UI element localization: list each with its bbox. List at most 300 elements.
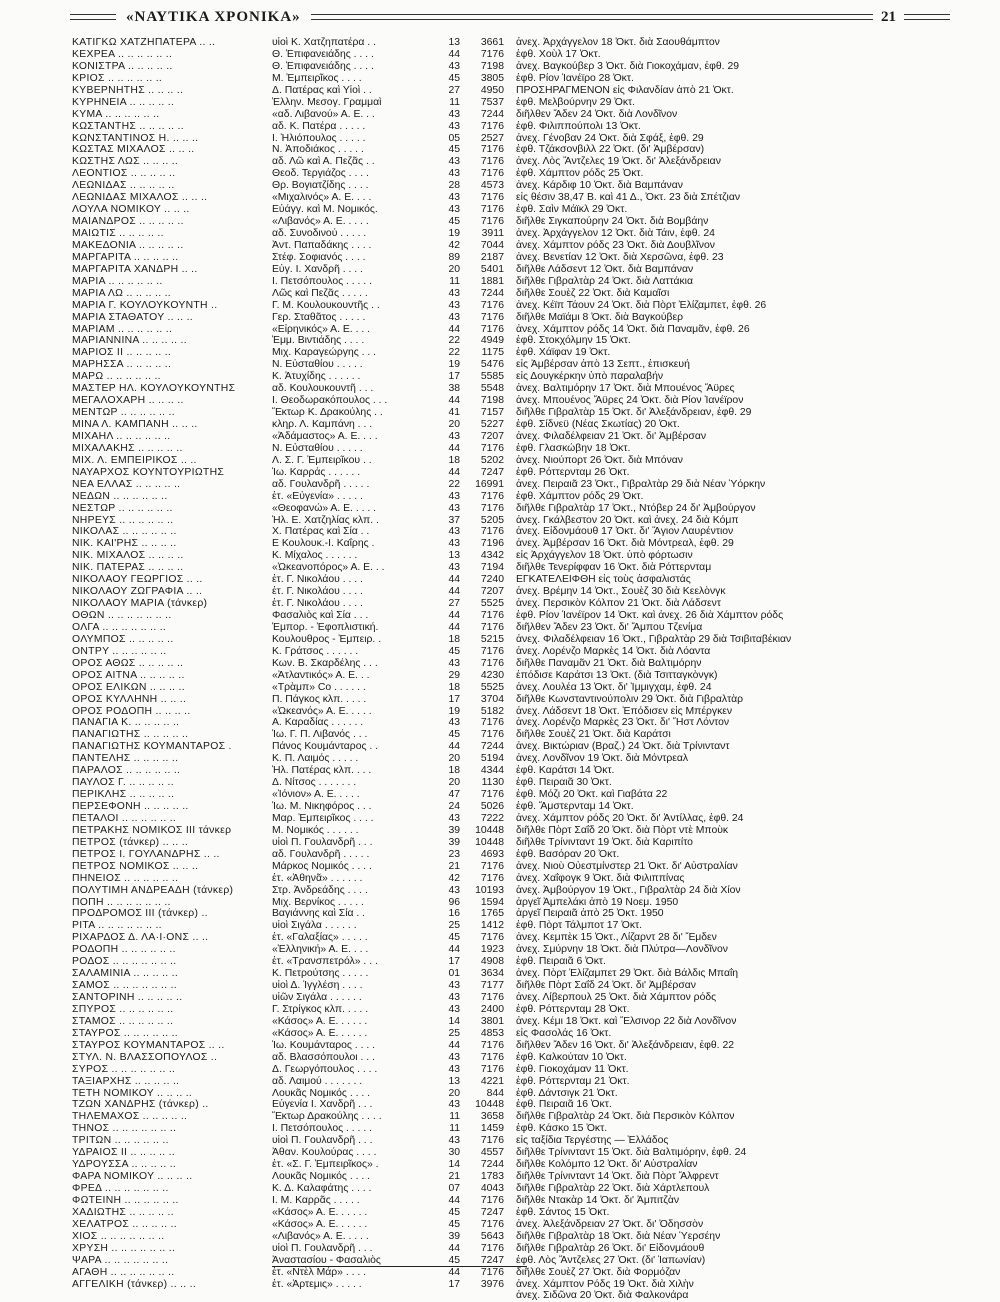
capacity: 30 [448,1147,460,1159]
table-row [72,1207,952,1219]
movement: διῆλθε Σουὲζ 21 Ὀκτ. διὰ Καράτσι [516,729,671,741]
owner: αδ. Λαιμού . . . . . . . [272,1075,363,1087]
tonnage: 7240 [480,574,504,586]
movement: ἀνεχ. Λουλέα 13 Ὀκτ. δι' Ἰμμιγχαμ, ἐφθ. 24 [516,681,712,693]
table-row [72,324,952,336]
ship-name: ΝΙΚ. ΠΑΤΕΡΑΣ .. .. .. .. [72,562,184,574]
capacity: 43 [448,120,460,132]
movement: ἀνεχ. Σμύρνην 18 Ὀκτ. διὰ Πλύτρα—Λονδῖνον [516,944,728,956]
owner: ἑτ. Γ. Νικολάου . . . . [272,586,363,598]
header-rule-end [904,14,950,20]
ship-name [72,1290,272,1302]
capacity: 44 [448,1266,460,1278]
ship-name: ΣΠΥΡΟΣ .. .. .. .. .. .. [72,1003,174,1015]
table-row [72,359,952,371]
tonnage: 7044 [480,239,504,251]
tonnage: 7244 [480,741,504,753]
tonnage: 7176 [480,1051,504,1063]
table-row [72,538,952,550]
capacity: 43 [448,299,460,311]
table-row [72,1195,952,1207]
capacity: 43 [448,502,460,514]
table-row [72,216,952,228]
ship-name: ΣΤΑΜΟΣ .. .. .. .. .. .. [72,1015,174,1027]
movement: εἰς Δουγκέρκην ὑπὸ παραλαβήν [516,371,664,383]
owner: Π. Πάγκος κλπ. . . . . [272,693,367,705]
capacity: 43 [448,490,460,502]
ship-name: ΟΡΟΣ ΚΥΛΛΗΝΗ .. .. .. [72,693,187,705]
table-row [72,729,952,741]
capacity: 45 [448,932,460,944]
owner: αδ. Συνοδινού . . . . . [272,228,367,239]
owner: «Ὠκεανός» Α. Ε. . . . . [272,705,372,717]
table-row [72,240,952,252]
movement: διῆλθε Σιγκαπούρην 24 Ὀκτ. διὰ Βομβάην [516,216,709,228]
table-row [72,479,952,491]
tonnage: 7176 [480,1194,504,1206]
capacity: 14 [448,1015,460,1027]
movement: ἀνεχ. Πὸρτ Ἐλίζαμπετ 29 Ὀκτ. διὰ Βάλδις Μπαΐη [516,968,739,980]
movement: ἀνεχ. Βικτώριαν (Βραζ.) 24 Ὀκτ. διὰ Τρίνινταντ [516,741,730,753]
movement: διῆλθε Γιβραλτὰρ 18 Ὀκτ. διὰ Νέαν Ὑερσέην [516,1230,721,1242]
ship-name: ΡΟΔΟΠΗ .. .. .. .. .. .. [72,944,176,956]
tonnage: 7176 [480,502,504,514]
table-row [72,813,952,825]
tonnage: 7176 [480,717,504,729]
ship-name: ΚΩΣΤΗΣ ΛΩΣ .. .. .. .. [72,156,179,168]
table-row [72,1231,952,1243]
ship-name: ΜΙΧΑΗΛ .. .. .. .. .. .. [72,430,171,442]
movement: ἐφθ. Τζάκσονβιλλ 22 Ὀκτ. (δι' Ἀμβέρσαν) [516,144,705,156]
tonnage: 7176 [480,120,504,132]
tonnage: 7247 [480,1254,504,1266]
tonnage: 3661 [480,37,504,48]
ship-name: ΠΑΝΑΓΙΑ Κ. .. .. .. .. .. [72,717,180,729]
capacity: 29 [448,669,460,681]
ship-name: ΚΥΜΑ .. .. .. .. .. .. [72,108,160,120]
table-row [72,61,952,73]
capacity: 42 [448,239,460,251]
ship-name: ΜΑΡΙΑ ΣΤΑΘΑΤΟΥ .. .. .. [72,311,193,323]
capacity: 19 [448,705,460,717]
table-row [72,1111,952,1123]
tonnage: 5476 [480,359,504,371]
ship-name: ΑΓΑΘΗ .. .. .. .. .. .. .. [72,1266,175,1278]
movement: ἀνεχ. Ἀρχάγγελον 18 Ὀκτ. διὰ Σαουθάμπτον [516,37,720,48]
table-row [72,1147,952,1159]
capacity: 43 [448,168,460,180]
owner: Λῶς καὶ Πεζᾶς . . . . . [272,287,368,299]
owner: αδ. Βλασσόπουλοι . . . [272,1051,375,1063]
owner: Μάρκος Νομικός . . . . [272,860,372,872]
tonnage: 3976 [480,1278,504,1290]
movement: διῆλθε Κωνσταντινούπολιν 29 Ὀκτ. διὰ Γιβραλτὰρ [516,693,744,705]
tonnage: 7207 [480,586,504,598]
capacity: 44 [448,1194,460,1206]
table-row [72,407,952,419]
capacity: 18 [448,454,460,466]
owner: Κ. Πετρούτσης . . . . . [272,968,369,980]
tonnage: 3704 [480,693,504,705]
owner: υἱοὶ Σιγάλα . . . . . . [272,920,357,932]
movement: διῆλθε Παναμᾶν 21 Ὀκτ. διὰ Βαλτιμόρην [516,657,702,669]
tonnage: 16991 [475,478,504,490]
capacity: 96 [448,896,460,908]
table-row [72,37,952,49]
tonnage: 1594 [480,896,504,908]
capacity: 44 [448,1039,460,1051]
tonnage: 7176 [480,1266,504,1278]
capacity: 43 [448,1003,460,1015]
capacity: 43 [448,526,460,538]
table-row [72,526,952,538]
tonnage: 5525 [480,681,504,693]
movement: διῆλθε Ντακὰρ 14 Ὀκτ. δι' Ἀμπιτζὰν [516,1194,680,1206]
owner: ἑτ. «Τρανσπετρόλ» . . . [272,956,378,968]
ship-name: ΠΟΠΗ .. .. .. .. .. .. .. [72,896,171,908]
capacity: 20 [448,263,460,275]
ship-name: ΜΑΡΙΑ ΛΩ .. .. .. .. .. [72,287,171,299]
owner: «Ἀτλαντικός» Α. Ε. . . [272,669,370,681]
publication-title: «ΝΑΥΤΙΚΑ ΧΡΟΝΙΚΑ» [126,8,301,25]
movement: ἀνεχ. Λάδσεντ 18 Ὀκτ. Ἐπόδισεν εἰς Μπέργκεν [516,705,733,717]
movement: ἐφθ. Ρόττερνταμ 26 Ὀκτ. [516,466,630,478]
owner: «Ἰόνιον» Α. Ε. . . . . [272,789,360,801]
ship-name: ΟΝΤΡΥ .. .. .. .. .. .. [72,645,167,657]
movement: ἀνεχ. Νιοὺ Οὐεστμίνστερ 21 Ὀκτ. δι' Αὐστραλίαν [516,860,738,872]
owner: Ἀθαν. Κουλούρας . . . . [272,1147,377,1159]
table-row [72,109,952,121]
table-row [72,1099,952,1111]
table-row [72,395,952,407]
owner: «αδ. Λιβανού» Α. Ε. . . [272,108,375,120]
owner: Κ. Π. Λαιμός . . . . . [272,753,359,765]
owner: Ἕκτωρ Δρακούλης . . . . [272,1111,382,1123]
tonnage: 5194 [480,753,504,765]
owner: Μ. Ἐμπειρῖκος . . . . [272,72,362,84]
tonnage: 7176 [480,657,504,669]
capacity: 25 [448,1027,460,1039]
tonnage: 1130 [481,777,504,789]
capacity: 39 [448,836,460,848]
ship-name: ΠΑΝΑΓΙΩΤΗΣ ΚΟΥΜΑΝΤΑΡΟΣ . [72,741,232,753]
movement: ἀνεχ. Γκάλβεστον 20 Ὀκτ. καὶ ἀνεχ. 24 διὰ Κόμπ [516,514,739,526]
owner: «Κάσος» Α. Ε. . . . . . [272,1015,368,1027]
capacity: 25 [448,920,460,932]
ship-name: ΤΖΩΝ ΧΑΝΔΡΗΣ (τάνκερ) .. [72,1099,209,1111]
movement: ἐφθ. Πειραιᾶ 6 Ὀκτ. [516,956,606,968]
header-rule-right [311,14,873,20]
capacity: 11 [449,275,460,287]
ship-name: ΛΕΩΝΙΔΑΣ ΜΙΧΑΛΟΣ .. .. .. [72,192,208,204]
movement: ἀργεῖ Πειραιᾶ ἀπὸ 25 Ὀκτ. 1950 [516,908,664,920]
ship-name: ΦΑΡΑ ΝΟΜΙΚΟΥ .. .. .. .. [72,1171,193,1183]
movement: ἐφθ. Χοὺλ 17 Ὀκτ. [516,48,601,60]
owner: Κων. Β. Σκαρδέλης . . . [272,657,378,669]
owner: «Λιβανός» Α. Ε. . . . . [272,216,369,228]
capacity: 45 [448,1206,460,1218]
capacity: 18 [448,765,460,777]
table-row [72,658,952,670]
tonnage: 4043 [480,1183,504,1194]
tonnage: 10193 [475,884,504,896]
capacity: 43 [448,287,460,299]
capacity: 43 [448,1051,460,1063]
ship-name: ΜΑΡΩ .. .. .. .. .. .. [72,371,161,383]
capacity: 44 [448,574,460,586]
owner: Δ. Νίτσος . . . . . . . [272,777,357,789]
capacity: 39 [448,824,460,836]
movement: ἐφθ. Ρόττερνταμ 21 Ὀκτ. [516,1075,630,1087]
movement: ἐφθ. Κάσκο 15 Ὀκτ. [516,1123,608,1135]
capacity: 44 [448,586,460,598]
capacity: 45 [448,1218,460,1230]
movement: διῆλθε Τενερίφφαν 16 Ὀκτ. διὰ Ρόττερνταμ [516,562,712,574]
ship-name: ΟΛΓΑ .. .. .. .. .. .. .. [72,621,167,633]
owner: «Κάσος» Α. Ε. . . . . . [272,1027,368,1039]
table-row [72,920,952,932]
ship-name: ΣΤΑΥΡΟΣ ΚΟΥΜΑΝΤΑΡΟΣ .. .. [72,1039,225,1051]
ship-name: ΝΗΡΕΥΣ .. .. .. .. .. .. [72,514,174,526]
table-row [72,968,952,980]
ship-name: ΜΕΝΤΩΡ .. .. .. .. .. .. [72,407,175,419]
table-row [72,133,952,145]
capacity: 22 [448,347,460,359]
movement: ἐφθ. Λὸς Ἄντζελες 27 Ὀκτ. (δι' Ἰαπωνίαν) [516,1254,706,1266]
table-row [72,1016,952,1028]
owner: Θεοδ. Τεργιάζος . . . . [272,168,369,180]
ship-name: ΛΟΥΛΑ ΝΟΜΙΚΟΥ .. .. .. [72,204,190,216]
capacity: 43 [448,192,460,204]
capacity: 44 [448,1242,460,1254]
capacity: 38 [448,383,460,395]
owner: Ἰω. Γ. Π. Λιβανός . . . [272,729,368,741]
movement: ἐφθ. Ρόττερνταμ 28 Ὀκτ. [516,1003,630,1015]
movement: ἀνεχ. Λὸς Ἄντζελες 19 Ὀκτ. δι' Ἀλεξάνδρειαν [516,156,721,168]
capacity: 13 [448,1075,460,1087]
owner: ἑτ. Γ. Νικολάου . . . . [272,598,363,610]
tonnage: 7194 [480,562,504,574]
movement: διῆλθε Σουὲζ 27 Ὀκτ. διὰ Φορμόζαν [516,1266,681,1278]
table-row [72,180,952,192]
tonnage: 7244 [480,108,504,120]
tonnage: 3801 [480,1015,504,1027]
movement: ἀνεχ. Φιλαδέλφειαν 16 Ὀκτ., Γιβραλτὰρ 29 διὰ Τσιβιταβέκιαν [516,633,792,645]
capacity: 44 [448,944,460,956]
tonnage: 7176 [480,1039,504,1051]
ship-name: ΣΑΝΤΟΡΙΝΗ .. .. .. .. .. [72,992,183,1003]
table-row [72,944,952,956]
tonnage: 7176 [480,1135,504,1147]
capacity [434,1290,460,1302]
capacity: 45 [448,729,460,741]
ship-name: ΠΑΝΤΕΛΗΣ .. .. .. .. .. [72,753,179,765]
table-row [72,1088,952,1100]
table-row [72,873,952,885]
movement: διῆλθε Γιβραλτὰρ 15 Ὀκτ. δι' Ἀλεξάνδρειαν, ἐφθ. 29 [516,407,752,419]
tonnage: 7176 [480,610,504,621]
movement: ἀνεχ. Κεμπὲκ 15 Ὀκτ., Λίζαρντ 28 δι' Ἔμδεν [516,932,717,944]
table-row [72,622,952,634]
tonnage: 1923 [480,944,504,956]
tonnage: 1881 [480,275,504,287]
movement: ἐφθ. Καλκούταν 10 Ὀκτ. [516,1051,627,1063]
movement: ἀνεχ. Πειραιᾶ 23 Ὀκτ., Γιβραλτὰρ 29 διὰ Νέαν Ὑόρκην [516,478,766,490]
movement: διῆλθε Πὸρτ Σαΐδ 24 Ὀκτ. δι' Ἀμβέρσαν [516,980,696,992]
capacity: 11 [449,96,460,108]
owner: Μαρ. Ἐμπειρῖκος . . . . [272,812,374,824]
tonnage: 7207 [480,430,504,442]
owner: αδ. Γουλανδρῆ . . . . . [272,848,370,860]
tonnage: 10448 [475,824,504,836]
owner: Γ. Στρίγκος κλπ. . . . . [272,1003,369,1015]
movement: ἀνεχ. Λορένζο Μαρκὲς 14 Ὀκτ. διὰ Λόαντα [516,645,711,657]
owner: υἱοὶ Π. Γουλανδρῆ . . . [272,1242,373,1254]
table-row [72,741,952,753]
tonnage: 5525 [480,598,504,610]
ship-name: ΑΓΓΕΛΙΚΗ (τάνκερ) .. .. .. [72,1278,197,1290]
table-row [72,586,952,598]
owner: Μιχ. Βερνίκος . . . . . [272,896,364,908]
owner: Θ. Ἐπιφανειάδης . . . . [272,60,374,72]
table-row [72,992,952,1004]
table-row [72,1064,952,1076]
table-row [72,156,952,168]
table-row [72,777,952,789]
movement: ἀνεχ. Σιδῶνα 20 Ὀκτ. διὰ Φαλκονάρα [516,1290,689,1302]
tonnage: 7244 [480,287,504,299]
tonnage: 7176 [480,311,504,323]
capacity: 21 [448,1171,460,1183]
owner: Ι. Πετσόπουλος . . . . . [272,1123,372,1135]
movement: ἀνεχ. Χάμπτον ρόδς 20 Ὀκτ. δι' Ἀντίλλας, ἐφθ. 24 [516,812,744,824]
movement: ἀργεῖ Ἀμπελάκι ἀπὸ 19 Νοεμ. 1950 [516,896,679,908]
tonnage: 5182 [480,705,504,717]
ship-name: ΤΗΛΕΜΑΧΟΣ .. .. .. .. .. [72,1111,188,1123]
capacity: 45 [448,1254,460,1266]
tonnage: 5227 [480,419,504,430]
owner: ἑτ. «Ἀρτεμις» . . . . . [272,1278,362,1290]
capacity: 20 [448,777,460,789]
ship-name: ΤΡΙΤΩΝ .. .. .. .. .. .. [72,1135,169,1147]
ship-name: ΜΑΡΙΑ Γ. ΚΟΥΛΟΥΚΟΥΝΤΗ .. [72,299,218,311]
table-row [72,1255,952,1267]
ship-name: ΝΙΚΟΛΑΟΥ ΖΩΓΡΑΦΙΑ .. .. [72,586,203,598]
tonnage: 4573 [480,180,504,192]
ship-name: ΜΙΧΑΛΑΚΗΣ .. .. .. .. .. [72,442,183,454]
owner: Δ. Γεωργόπουλος . . . . [272,1063,378,1075]
table-row [72,1219,952,1231]
capacity: 44 [448,323,460,335]
owner: Δ. Πατέρας καὶ Υἱοὶ . . [272,84,372,96]
owner: Ι. Θεοδωρακόπουλος . . . [272,395,388,407]
ship-name: ΛΕΩΝΙΔΑΣ .. .. .. .. .. [72,180,175,192]
table-row [72,300,952,312]
tonnage: 5202 [480,454,504,466]
movement: διῆλθεν Ἄδεν 24 Ὀκτ. διὰ Λονδῖνον [516,108,678,120]
owner: Χ. Πατέρας καὶ Σία . . [272,526,370,538]
movement: ἐφθ. Σάντος 15 Ὀκτ. [516,1206,610,1218]
owner: υἱοὶ Π. Γουλανδρῆ . . . [272,836,373,848]
ship-name: ΚΡΙΟΣ .. .. .. .. .. .. [72,72,163,84]
table-row [72,121,952,133]
movement: διῆλθε Γιβραλτὰρ 24 Ὀκτ. διὰ Περσικὸν Κόλπον [516,1111,735,1123]
capacity: 18 [448,633,460,645]
tonnage: 4950 [480,84,504,96]
movement: ἀνεχ. Βαγκούβερ 3 Ὀκτ. διὰ Γιοκοχάμαν, ἐφθ. 29 [516,60,740,72]
tonnage: 7176 [480,526,504,538]
owner: υἱοὶ Κ. Χατζηπατέρα . . [272,37,376,48]
movement: ἐφθ. Στοκχόλμην 15 Ὀκτ. [516,335,631,347]
owner: Κουλουθρος - Ἐμπειρ. . [272,633,382,645]
capacity: 44 [448,395,460,407]
owner: «Κάσος» Α. Ε. . . . . . [272,1218,368,1230]
table-row [72,443,952,455]
ship-name: ΤΗΝΟΣ .. .. .. .. .. .. .. [72,1123,177,1135]
tonnage: 7244 [480,1159,504,1171]
table-row [72,204,952,216]
movement: διῆλθε Τρίνινταντ 19 Ὀκτ. διὰ Καριπίτο [516,836,693,848]
ship-name: ΜΑΡΙΟΣ ΙΙ .. .. .. .. .. [72,347,172,359]
ship-name: ΝΙΚΟΛΑΟΥ ΓΕΩΡΓΙΟΣ .. .. [72,574,203,586]
tonnage: 1412 [480,920,504,932]
ship-name: ΣΤΥΛ. Ν. ΒΛΑΣΣΟΠΟΥΛΟΣ .. [72,1051,218,1063]
owner: Κ. Ἀτυχίδης . . . . . . [272,371,361,383]
capacity: 44 [448,610,460,621]
table-row [72,598,952,610]
movement: ἀνεχ. Εἰδονμάουθ 17 Ὀκτ. δι' Ἅγιον Λαυρέντιον [516,526,734,538]
tonnage: 4853 [480,1027,504,1039]
movement: ἐφθ. Μόζι 20 Ὀκτ. καὶ Γιαβάτα 22 [516,789,668,801]
movement: ἀνεχ. Περσικὸν Κόλπον 21 Ὀκτ. διὰ Λάδσεντ [516,598,721,610]
owner: αδ. Κουλουκουντῆ . . . [272,383,374,395]
ship-name: ΜΑΡΙΑΝΝΙΝΑ .. .. .. .. .. [72,335,187,347]
table-row [72,515,952,527]
capacity: 07 [448,1183,460,1194]
ship-name: ΜΑΡΗΣΣΑ .. .. .. .. .. [72,359,172,371]
capacity: 27 [448,84,460,96]
tonnage: 7176 [480,1242,504,1254]
ship-name: ΝΙΚΟΛΑΟΥ ΜΑΡΙΑ (τάνκερ) [72,598,208,610]
movement: διῆλθε Πὸρτ Σαΐδ 20 Ὀκτ. διὰ Πὸρτ ντὲ Μποὺκ [516,824,729,836]
owner: Ἠλ. Ε. Χατζηλίας κλπ. . [272,514,379,526]
movement: ἐφθ. Φιλιππούπολι 13 Ὀκτ. [516,120,641,132]
tonnage: 7176 [480,621,504,633]
movement: ἐφθ. Καράτσι 14 Ὀκτ. [516,765,615,777]
movement: ἐφθ. Ρίον Ἰανέϊρον 14 Ὀκτ. καὶ ἀνεχ. 26 διὰ Χάμπτον ρόδς [516,610,784,621]
tonnage: 7176 [480,204,504,216]
movement: ἐφθ. Σίδνεϋ (Νέας Σκωτίας) 20 Ὀκτ. [516,419,680,430]
tonnage: 7176 [480,992,504,1003]
table-row [72,97,952,109]
movement: διῆλθεν Ἄδεν 23 Ὀκτ. δι' Ἄμπου Τζενίμα [516,621,703,633]
owner: «Ἀδάμαστος» Α. Ε. . . . [272,430,378,442]
capacity: 39 [448,1230,460,1242]
owner: Ε Κουλουκ.-Ι. Καΐρης . [272,538,375,550]
movement: ἀνεχ. Χάμπτον ρόδς 23 Ὀκτ. διὰ Δουβλῖνον [516,239,715,251]
owner: Φασαλιὸς καὶ Σία . . . [272,610,369,621]
ship-name: ΠΕΤΡΟΣ (τάνκερ) .. .. .. [72,836,189,848]
tonnage: 10448 [475,836,504,848]
ship-name: ΧΙΟΣ .. .. .. .. .. .. .. [72,1230,165,1242]
ship-name: ΚΩΣΤΑΣ ΜΙΧΑΛΟΣ .. .. .. [72,144,195,156]
tonnage: 7176 [480,1063,504,1075]
ship-name: ΜΑΡΓΑΡΙΤΑ ΧΑΝΔΡΗ .. .. [72,263,198,275]
ship-name: ΤΕΤΗ ΝΟΜΙΚΟΥ .. .. .. .. [72,1087,193,1099]
tonnage: 7176 [480,216,504,228]
owner: Ἐμπορ. - Ἐφοπλιστική. [272,621,379,633]
ship-name: ΛΕΟΝΤΙΟΣ .. .. .. .. .. [72,168,176,180]
